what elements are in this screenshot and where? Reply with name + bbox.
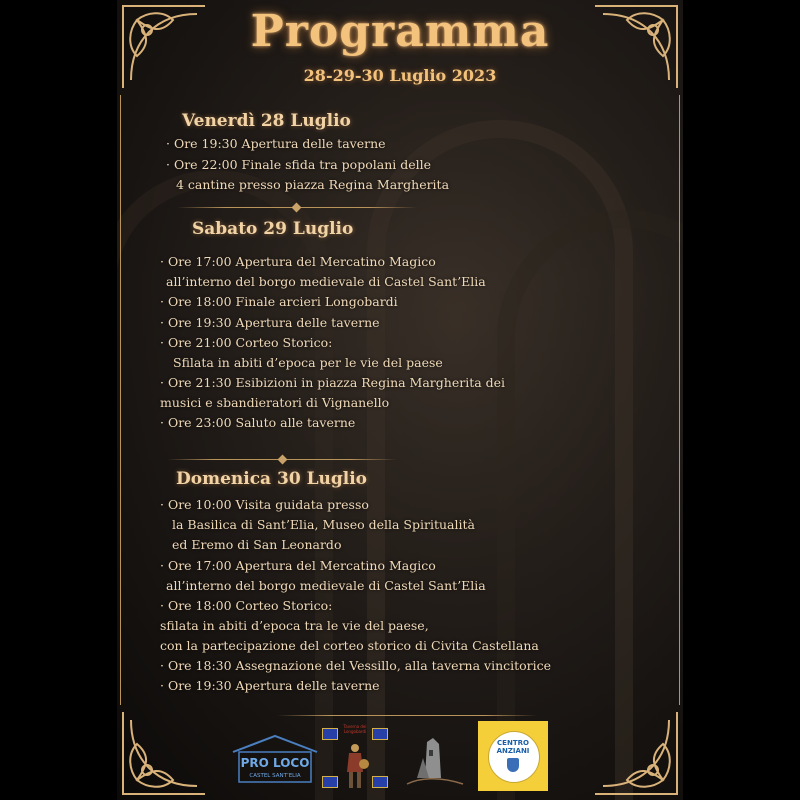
crest-icon bbox=[507, 758, 519, 772]
program-line: · Ore 17:00 Apertura del Mercatino Magico bbox=[160, 254, 436, 269]
taverna-text: Taverna dei Longobardi bbox=[343, 724, 367, 734]
ornament-corner-icon bbox=[593, 710, 683, 800]
taverna-longobardi-logo bbox=[320, 722, 390, 792]
section-divider bbox=[177, 207, 417, 208]
program-line: ed Eremo di San Leonardo bbox=[172, 537, 342, 552]
section-divider bbox=[277, 715, 537, 716]
program-line: · Ore 18:00 Finale arcieri Longobardi bbox=[160, 294, 398, 309]
page-title: Programma bbox=[250, 6, 550, 57]
program-line: all’interno del borgo medievale di Castel Sant’Elia bbox=[166, 578, 486, 593]
program-line: con la partecipazione del corteo storico di Civita Castellana bbox=[160, 638, 539, 653]
program-line: sfilata in abiti d’epoca tra le vie del paese, bbox=[160, 618, 429, 633]
proloco-logo bbox=[227, 732, 323, 788]
centro-anziani-line2: ANZIANI bbox=[496, 747, 530, 755]
program-line: · Ore 18:00 Corteo Storico: bbox=[160, 598, 333, 613]
program-line: 4 cantine presso piazza Regina Margherita bbox=[176, 177, 450, 192]
program-line: musici e sbandieratori di Vignanello bbox=[160, 395, 390, 410]
side-border bbox=[120, 95, 121, 705]
program-line: · Ore 21:00 Corteo Storico: bbox=[160, 335, 333, 350]
flag-icon bbox=[372, 728, 388, 740]
poster bbox=[117, 0, 683, 800]
program-line: · Ore 22:00 Finale sfida tra popolani delle bbox=[166, 157, 432, 172]
program-line: la Basilica di Sant’Elia, Museo della Spiritualità bbox=[172, 517, 475, 532]
day-title-saturday: Sabato 29 Luglio bbox=[192, 219, 354, 239]
warrior-icon bbox=[340, 742, 370, 790]
program-line: · Ore 17:00 Apertura del Mercatino Magico bbox=[160, 558, 436, 573]
event-dates: 28-29-30 Luglio 2023 bbox=[303, 66, 497, 85]
flag-icon bbox=[322, 728, 338, 740]
centro-anziani-logo bbox=[478, 721, 548, 791]
castle-tower-icon bbox=[399, 728, 471, 788]
centro-anziani-line1: CENTRO bbox=[497, 739, 529, 747]
ornament-corner-icon bbox=[117, 710, 207, 800]
proloco-name: PRO LOCO bbox=[240, 756, 310, 770]
section-divider bbox=[167, 459, 397, 460]
program-line: · Ore 19:30 Apertura delle taverne bbox=[160, 678, 380, 693]
day-title-sunday: Domenica 30 Luglio bbox=[176, 469, 368, 489]
program-line: · Ore 23:00 Saluto alle taverne bbox=[160, 415, 356, 430]
flag-icon bbox=[322, 776, 338, 788]
program-line: all’interno del borgo medievale di Castel Sant’Elia bbox=[166, 274, 486, 289]
program-line: Sfilata in abiti d’epoca per le vie del paese bbox=[173, 355, 443, 370]
program-line: · Ore 21:30 Esibizioni in piazza Regina Margherita dei bbox=[160, 375, 506, 390]
program-line: · Ore 10:00 Visita guidata presso bbox=[160, 497, 369, 512]
program-line: · Ore 19:30 Apertura delle taverne bbox=[160, 315, 380, 330]
program-line: · Ore 19:30 Apertura delle taverne bbox=[166, 136, 386, 151]
day-title-friday: Venerdì 28 Luglio bbox=[182, 111, 351, 131]
program-line: · Ore 18:30 Assegnazione del Vessillo, alla taverna vincitorice bbox=[160, 658, 552, 673]
proloco-subtitle: CASTEL SANT’ELIA bbox=[249, 773, 301, 779]
flag-icon bbox=[372, 776, 388, 788]
side-border bbox=[679, 95, 680, 705]
castle-logo bbox=[399, 728, 471, 788]
